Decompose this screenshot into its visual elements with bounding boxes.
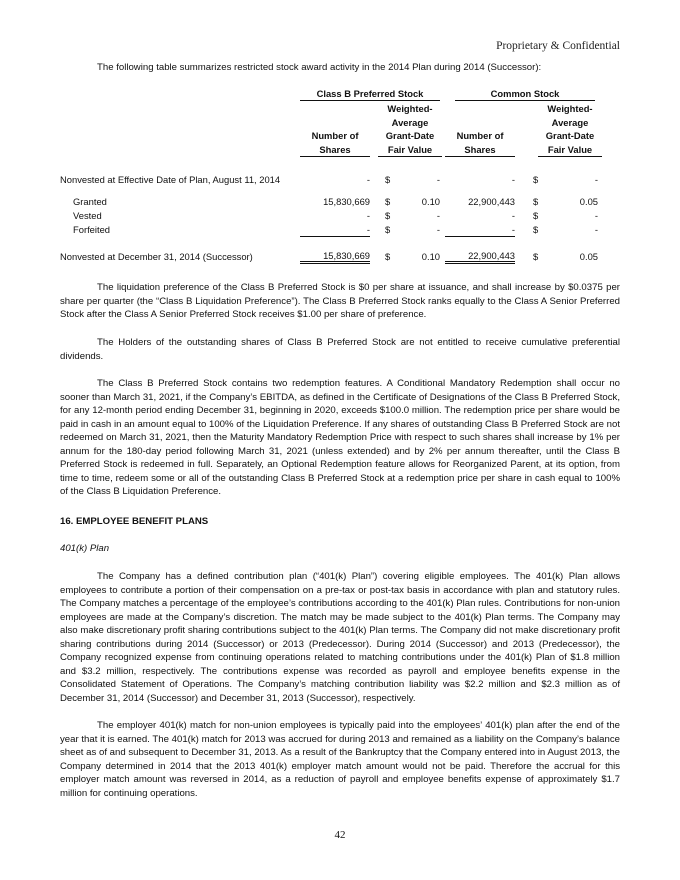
cell-dollar: $ <box>385 210 391 221</box>
header-line: Grant-Date <box>545 130 595 142</box>
cell-b-fair-value: - <box>436 224 440 235</box>
header-line: Average <box>551 116 589 128</box>
cell-c-fair-value: 0.05 <box>579 251 598 262</box>
cell-c-fair-value: - <box>594 174 598 185</box>
paragraph-liquidation-preference: The liquidation preference of the Class B Preferred Stock is $0 per share at issuance, and shall increase by $0.0375 per share per quarter (the “Class B Liquidation Preference”). The Class B Preferred Stock ranks equally to the Class A Senior Preferred Stock after the Class A Senior Preferred Stock receives $1.00 per share of preference. <box>60 282 620 320</box>
cell-c-shares: - <box>511 174 515 185</box>
cell-c-fair-value: - <box>594 210 598 221</box>
cell-b-shares: 15,830,669 <box>323 196 370 207</box>
header-line: Fair Value <box>387 143 433 155</box>
paragraph-redemption: The Class B Preferred Stock contains two redemption features. A Conditional Mandatory Redemption shall occur no sooner than March 31, 2021, if the Company’s EBITDA, as defined in the Certificate of Designations of the Class B Preferred Stock, for any 12-month period ending December 31, beginning in 2020, exceeds $100.0 million. The redemption price per share would be paid in cash in an amount equal to 100% of the Liquidation Preference. If any shares of outstanding Class B Preferred Stock are not redeemed on March 31, 2021, then the Maturity Mandatory Redemption Price with respect to such shares shall increase by 1% per annum for the 180-day period following March 31, 2021 (unless extended) and by 2% per annum thereafter, until the Class B Preferred Stock is redeemed in full. Separately, an Optional Redemption feature allows for Reorganized Parent, at its option, from time to time, redeem some or all of the outstanding Class B Preferred Stock at a redemption price per share in cash equal to 100% of the Class B Liquidation Preference. <box>60 378 620 497</box>
cell-dollar: $ <box>533 210 539 221</box>
header-underline <box>538 156 602 157</box>
row-label: Forfeited <box>73 224 110 235</box>
header-line: Grant-Date <box>385 130 435 142</box>
table-intro: The following table summarizes restricted stock award activity in the 2014 Plan during 2014 (Successor): <box>97 62 542 73</box>
row-label: Nonvested at Effective Date of Plan, August 11, 2014 <box>60 174 281 185</box>
cell-dollar: $ <box>533 224 539 235</box>
row-label: Granted <box>73 196 107 207</box>
restricted-stock-table <box>60 88 620 268</box>
confidentiality-header: Proprietary & Confidential <box>496 40 620 52</box>
cell-dollar: $ <box>385 174 391 185</box>
group-class-b: Class B Preferred Stock <box>300 88 440 101</box>
cell-dollar: $ <box>533 174 539 185</box>
cell-c-fair-value: 0.05 <box>579 196 598 207</box>
header-c-shares <box>445 129 515 156</box>
cell-c-shares: 22,900,443 <box>445 250 515 264</box>
header-line: Weighted- <box>547 103 593 114</box>
row-label: Nonvested at December 31, 2014 (Successor) <box>60 251 253 262</box>
cell-b-shares: - <box>366 174 370 185</box>
cell-c-shares: - <box>445 224 515 237</box>
cell-b-fair-value: - <box>436 174 440 185</box>
cell-b-shares: - <box>366 210 370 221</box>
group-common: Common Stock <box>455 88 595 101</box>
header-b-fair-value <box>375 102 445 156</box>
header-line: Shares <box>319 143 351 155</box>
header-c-fair-value <box>535 102 605 156</box>
cell-b-fair-value: - <box>436 210 440 221</box>
cell-b-shares: 15,830,669 <box>300 250 370 264</box>
header-underline <box>378 156 442 157</box>
paragraph-holders: The Holders of the outstanding shares of Class B Preferred Stock are not entitled to receive cumulative preferential dividends. <box>60 337 620 362</box>
page-number: 42 <box>334 829 346 841</box>
paragraph-401k-plan: The Company has a defined contribution plan (“401(k) Plan”) covering eligible employees. The 401(k) Plan allows employees to contribute a portion of their compensation on a pre-tax or post-tax basis in accordance with plan and statutory rules. The Company matches a percentage of the employee’s contributions according to the 401(k) Plan rules. Contributions for non-union employees are made at the Company’s discretion. The match may be made subject to the 401(k) Plan terms. The Company may also make discretionary profit sharing contributions subject to the 401(k) Plan terms. The Company did not make discretionary profit sharing contributions during 2014 (Successor) or 2013 (Predecessor). During 2014 (Successor) and 2013 (Predecessor), the Company recognized expense from continuing operations related to matching contributions under the 401(k) Plan of $1.8 million and $3.2 million, respectively. The contributions expense was recorded as payroll and employee benefits expense in the Consolidated Statement of Operations. The Company’s matching contribution liability was $2.2 million and $2.3 million as of December 31, 2014 (Successor) and December 31, 2013 (Successor), respectively. <box>60 571 620 704</box>
cell-c-shares: - <box>511 210 515 221</box>
header-line: Weighted- <box>387 103 433 114</box>
cell-dollar: $ <box>533 251 539 262</box>
cell-dollar: $ <box>385 196 391 207</box>
cell-dollar: $ <box>385 224 391 235</box>
header-underline <box>300 156 370 157</box>
row-label: Vested <box>73 210 102 221</box>
header-line: Shares <box>464 143 496 155</box>
header-line: Fair Value <box>547 143 593 155</box>
section-title: 16. EMPLOYEE BENEFIT PLANS <box>60 516 209 527</box>
cell-c-shares: 22,900,443 <box>468 196 515 207</box>
cell-b-fair-value: 0.10 <box>421 251 440 262</box>
header-b-shares <box>300 129 370 156</box>
cell-dollar: $ <box>385 251 391 262</box>
section-subtitle: 401(k) Plan <box>60 543 110 554</box>
cell-dollar: $ <box>533 196 539 207</box>
cell-b-shares: - <box>300 224 370 237</box>
cell-b-fair-value: 0.10 <box>421 196 440 207</box>
header-line: Number of <box>456 130 504 141</box>
paragraph-401k-match: The employer 401(k) match for non-union employees is typically paid into the employees’ 401(k) plan after the end of the year that it is earned. The 401(k) match for 2013 was accrued for during 2013 and remained as a liability on the Company’s balance sheet as of and subsequent to December 31, 2013. As a result of the Bankruptcy that the Company entered into in August 2013, the Company determined in 2014 that the 2013 401(k) employer match amount would not be paid. Therefore the accrual for this employer match amount was reversed in 2014, as a reduction of payroll and employee benefits expense of approximately $1.7 million for continuing operations. <box>60 720 620 799</box>
header-line: Number of <box>311 130 359 141</box>
header-line: Average <box>391 116 429 128</box>
cell-c-fair-value: - <box>594 224 598 235</box>
header-underline <box>445 156 515 157</box>
